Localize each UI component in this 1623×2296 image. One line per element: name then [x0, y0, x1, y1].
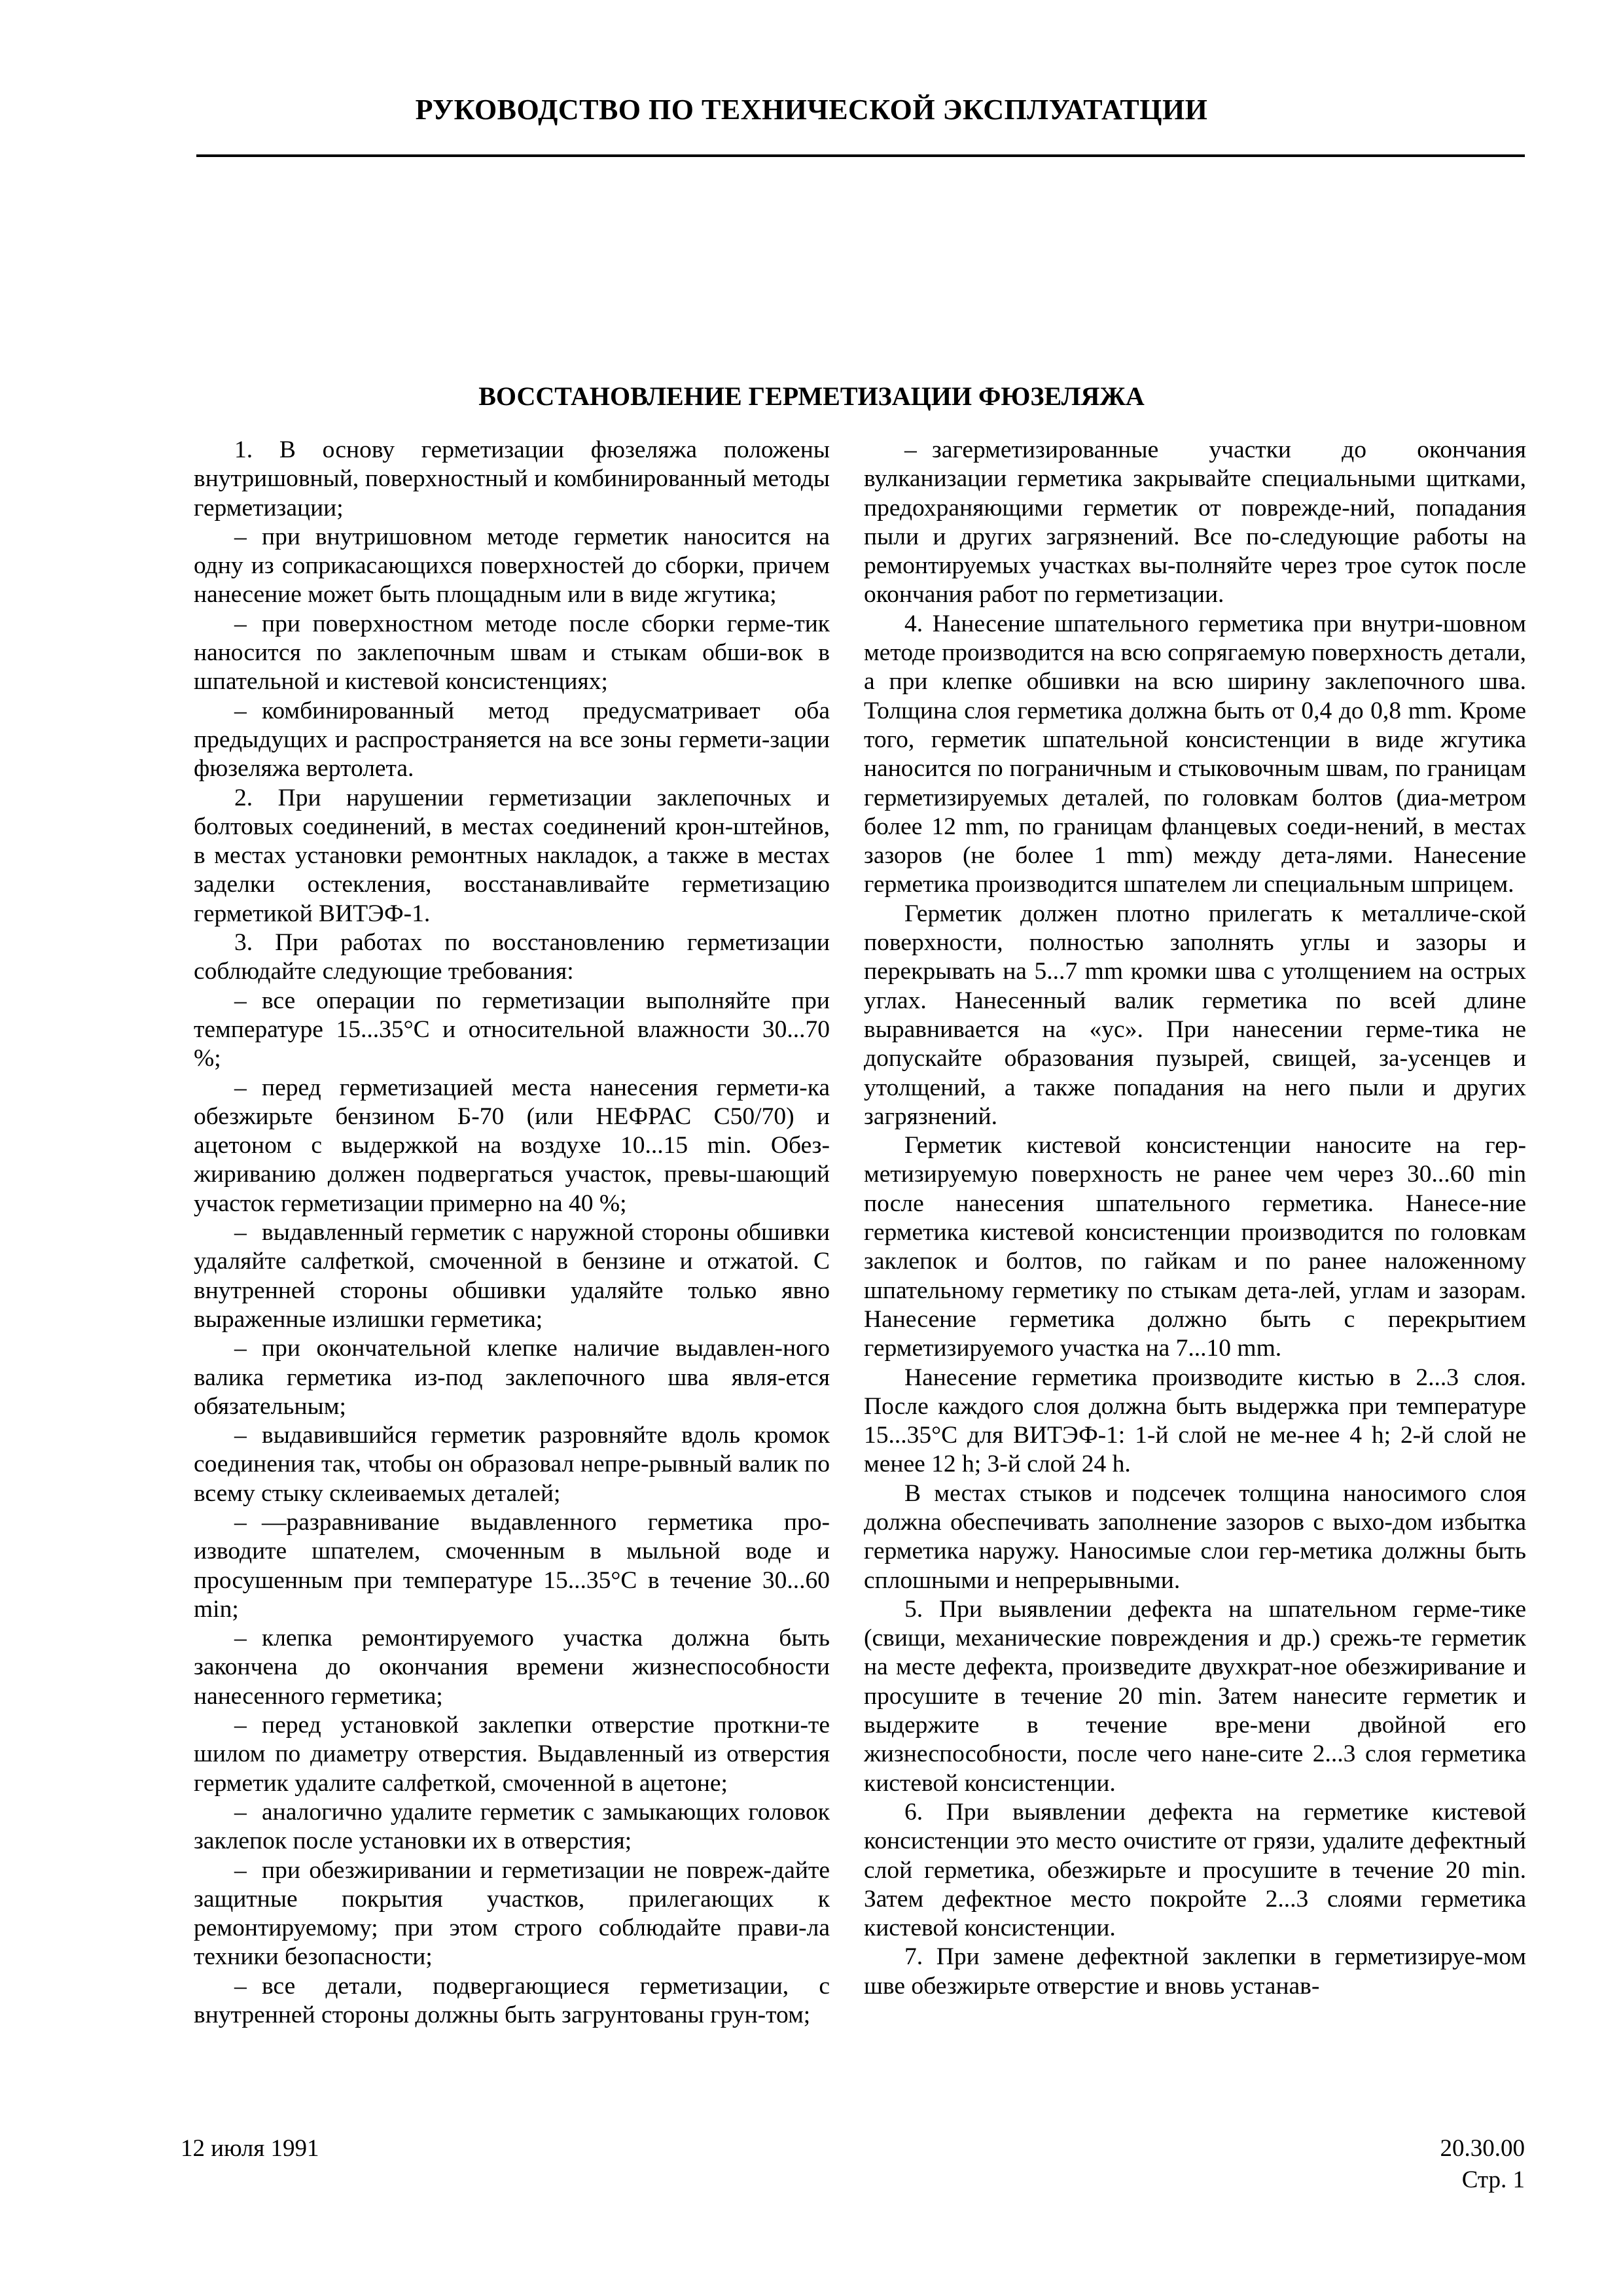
paragraph-text: Нанесение герметика производите кистью в 2...3 слоя. После каждого слоя должна быть выдержка при температуре 15...35°С для ВИТЭФ-1: 1-й слой не ме-нее 4 h; 2-й слой не менее 12 h; 3-й слой 24 h. — [864, 1364, 1526, 1478]
paragraph-text: все операции по герметизации выполняйте при температуре 15...35°С и относительной влажности 30...70 %; — [194, 987, 830, 1072]
bullet-paragraph — [194, 1074, 830, 1218]
section-title: ВОССТАНОВЛЕНИЕ ГЕРМЕТИЗАЦИИ ФЮЗЕЛЯЖА — [478, 381, 1145, 411]
bullet-paragraph — [194, 1624, 830, 1711]
paragraph-text: при внутришовном методе герметик наносится на одну из соприкасающихся поверхностей до сборки, причем нанесение может быть площадным или в виде жгутика; — [194, 523, 830, 609]
dash-bullet-icon: – — [904, 436, 917, 463]
paragraph — [864, 1595, 1526, 1798]
paragraph-text: аналогично удалите герметик с замыкающих головок заклепок после установки их в отверстия; — [194, 1798, 830, 1855]
bullet-paragraph — [194, 1508, 830, 1624]
footer-page-number: Стр. 1 — [1461, 2166, 1525, 2193]
dash-bullet-icon: – — [234, 1712, 247, 1739]
dash-bullet-icon: – — [234, 987, 247, 1014]
dash-bullet-icon: – — [234, 1625, 247, 1652]
paragraph — [864, 1479, 1526, 1595]
paragraph-text: клепка ремонтируемого участка должна быть закончена до окончания времени жизнеспособности нанесенного герметика; — [194, 1625, 830, 1710]
right-column — [864, 436, 1526, 2001]
paragraph-text: 4. Нанесение шпательного герметика при внутри-шовном методе производится на всю сопрягаемую поверхность детали, а при клепке обшивки на всю ширину заклепочного шва. Толщина слоя герметика должна быть от 0,4 до 0,8 mm. Кроме того, герметик шпательной консистенции в виде жгутика наносится по пограничным и стыковочным швам, по границам герметизируемых деталей, по головкам болтов (диа-метром более 12 mm, по границам фланцевых соеди-нений, в местах зазоров (не более 1 mm) между дета-лями. Нанесение герметика производится шпателем ли специальным шприцем. — [864, 610, 1526, 898]
paragraph-text: 7. При замене дефектной заклепки в герметизируе-мом шве обезжирьте отверстие и вновь устанав- — [864, 1943, 1526, 2000]
bullet-paragraph — [194, 1856, 830, 1972]
paragraph-text: 5. При выявлении дефекта на шпательном герме-тике (свищи, механические повреждения и др.) срежь-те герметик на месте дефекта, произведите двухкрат-ное обезжиривание и просушите в течение 20 min. Затем нанесите герметик и выдержите в течение вре-мени двойной его жизнеспособности, после чего нане-сите 2...3 слоя герметика кистевой консистенции. — [864, 1595, 1526, 1797]
bullet-paragraph — [194, 1334, 830, 1421]
bullet-paragraph — [194, 1711, 830, 1798]
paragraph-text: 1. В основу герметизации фюзеляжа положены внутришовный, поверхностный и комбинированный методы герметизации; — [194, 436, 830, 521]
dash-bullet-icon: – — [234, 1508, 247, 1536]
paragraph-text: 6. При выявлении дефекта на герметике кистевой консистенции это место очистите от грязи, удалите дефектный слой герметика, обезжирьте и просушите в течение 20 min. Затем дефектное место покройте 2...3 слоями герметика кистевой консистенции. — [864, 1798, 1526, 1942]
footer-doc-code: 20.30.00 — [1440, 2135, 1525, 2162]
paragraph — [864, 900, 1526, 1131]
paragraph — [864, 1798, 1526, 1943]
bullet-paragraph — [194, 1421, 830, 1508]
bullet-paragraph — [194, 1798, 830, 1856]
bullet-paragraph — [194, 523, 830, 610]
paragraph-text: В местах стыков и подсечек толщина наносимого слоя должна обеспечивать заполнение зазоров с выхо-дом избытка герметика наружу. Наносимые слои гер-метика должны быть сплошными и непрерывными. — [864, 1479, 1526, 1594]
left-column — [194, 436, 830, 2030]
paragraph-text: загерметизированные участки до окончания вулканизации герметика закрывайте специальными щитками, предохраняющими герметик от поврежде-ний, попадания пыли и других загрязнений. Все по-следующие работы на ремонтируемых участках вы-полняйте через трое суток после окончания работ по герметизации. — [864, 436, 1526, 609]
dash-bullet-icon: – — [234, 1798, 247, 1826]
dash-bullet-icon: – — [234, 1335, 247, 1362]
paragraph-text: при обезжиривании и герметизации не повреж-дайте защитные покрытия участков, прилегающих к ремонтируемому; при этом строго соблюдайте прави-ла техники безопасности; — [194, 1856, 830, 1971]
dash-bullet-icon: – — [234, 1856, 247, 1884]
paragraph-text: Герметик должен плотно прилегать к металличе-ской поверхности, полностью заполнять углы и зазоры и перекрывать на 5...7 mm кромки шва с утолщением на острых углах. Нанесенный валик герметика по всей длине выравнивается на «ус». При нанесении герме-тика не допускайте образования пузырей, свищей, за-усенцев и утолщений, а также попадания на него пыли и других загрязнений. — [864, 900, 1526, 1130]
paragraph-text: комбинированный метод предусматривает оба предыдущих и распространяется на все зоны гермети-зации фюзеляжа вертолета. — [194, 697, 830, 783]
paragraph-text: при окончательной клепке наличие выдавлен-ного валика герметика из-под заклепочного шва явля-ется обязательным; — [194, 1335, 830, 1420]
dash-bullet-icon: – — [234, 610, 247, 637]
dash-bullet-icon: – — [234, 1972, 247, 2000]
bullet-paragraph — [194, 987, 830, 1074]
paragraph — [864, 1943, 1526, 2001]
bullet-paragraph — [864, 436, 1526, 610]
paragraph — [864, 610, 1526, 900]
dash-bullet-icon: – — [234, 523, 247, 550]
paragraph-text: перед установкой заклепки отверстие проткни-те шилом по диаметру отверстия. Выдавленный из отверстия герметик удалите салфеткой, смоченной в ацетоне; — [194, 1712, 830, 1797]
paragraph-text: 3. При работах по восстановлению герметизации соблюдайте следующие требования: — [194, 929, 830, 985]
paragraph-text: при поверхностном методе после сборки герме-тик наносится по заклепочным швам и стыкам обши-вок в шпательной и кистевой консистенциях; — [194, 610, 830, 696]
paragraph-text: выдавившийся герметик разровняйте вдоль кромок соединения так, чтобы он образовал непре-рывный валик по всему стыку склеиваемых деталей; — [194, 1422, 830, 1507]
header-rule — [196, 154, 1525, 157]
paragraph — [194, 928, 830, 987]
paragraph-text: Герметик кистевой консистенции наносите на гер-метизируемую поверхность не ранее чем через 30...60 min после нанесения шпательного герметика. Нанесе-ние герметика кистевой консистенции производится по головкам заклепок и болтов, по гайкам и по ранее наложенному шпательному герметику по стыкам дета-лей, углам и зазорам. Нанесение герметика должно быть с перекрытием герметизируемого участка на 7...10 mm. — [864, 1132, 1526, 1362]
footer-date: 12 июля 1991 — [181, 2135, 319, 2162]
bullet-paragraph — [194, 697, 830, 784]
paragraph — [864, 1364, 1526, 1479]
bullet-paragraph — [194, 610, 830, 697]
running-header-title: РУКОВОДСТВО ПО ТЕХНИЧЕСКОЙ ЭКСПЛУАТАТЦИИ — [415, 94, 1208, 126]
paragraph — [864, 1131, 1526, 1363]
bullet-paragraph — [194, 1972, 830, 2030]
dash-bullet-icon: – — [234, 697, 247, 724]
dash-bullet-icon: – — [234, 1219, 247, 1246]
paragraph — [194, 436, 830, 523]
paragraph-text: выдавленный герметик с наружной стороны обшивки удаляйте салфеткой, смоченной в бензине и отжатой. С внутренней стороны обшивки удаляйте только явно выраженные излишки герметика; — [194, 1219, 830, 1333]
paragraph-text: —разравнивание выдавленного герметика про-изводите шпателем, смоченным в мыльной воде и просушенным при температуре 15...35°С в течение 30...60 min; — [194, 1508, 830, 1623]
dash-bullet-icon: – — [234, 1422, 247, 1449]
paragraph-text: все детали, подвергающиеся герметизации, с внутренней стороны должны быть загрунтованы грун-том; — [194, 1972, 830, 2029]
paragraph-text: перед герметизацией места нанесения гермети-ка обезжирьте бензином Б-70 (или НЕФРАС С50/70) и ацетоном с выдержкой на воздухе 10...15 min. Обез-жириванию должен подвергаться участок, превы-шающий участок герметизации примерно на 40 %; — [194, 1074, 830, 1217]
dash-bullet-icon: – — [234, 1074, 247, 1101]
paragraph — [194, 784, 830, 928]
bullet-paragraph — [194, 1218, 830, 1334]
paragraph-text: 2. При нарушении герметизации заклепочных и болтовых соединений, в местах соединений крон-штейнов, в местах установки ремонтных накладок, а также в местах заделки остекления, восстанавливайте герметизацию герметикой ВИТЭФ-1. — [194, 784, 830, 927]
